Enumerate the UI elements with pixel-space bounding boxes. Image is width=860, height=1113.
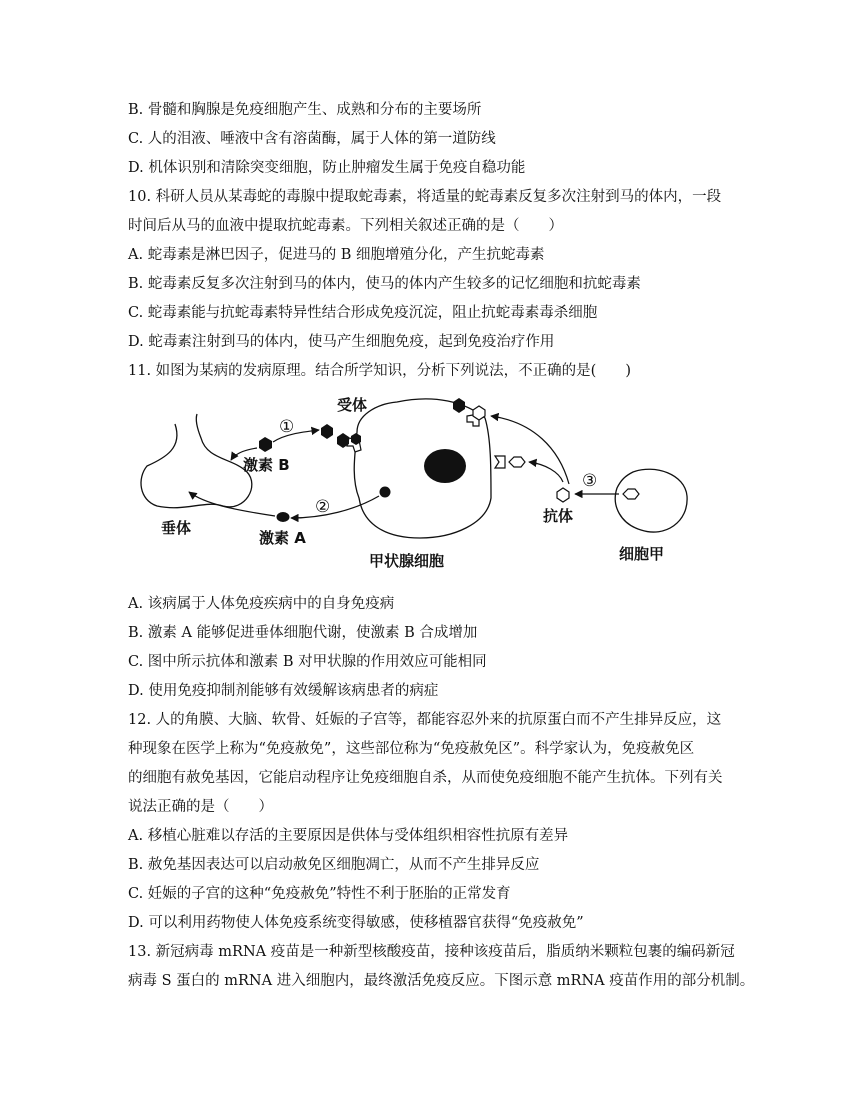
question-13-stem-2: 病毒 S 蛋白的 mRNA 进入细胞内，最终激活免疫反应。下图示意 mRNA 疫苗作用的部分机制。 (128, 973, 755, 989)
option-9b: B. 骨髓和胸腺是免疫细胞产生、成熟和分布的主要场所 (128, 102, 482, 118)
label-hormone-b: 激素 B (243, 456, 290, 474)
label-thyroid-cell: 甲状腺细胞 (369, 552, 445, 570)
hormone-b-hex-5 (453, 398, 465, 413)
label-pituitary: 垂体 (161, 519, 192, 537)
receptor-right (495, 456, 505, 468)
label-step-1: ① (279, 417, 295, 437)
question-12-stem-3: 的细胞有赦免基因，它能启动程序让免疫细胞自杀，从而使免疫细胞不能产生抗体。下列有关 (128, 770, 723, 786)
option-11a: A. 该病属于人体免疫疾病中的自身免疫病 (128, 596, 395, 612)
question-11-stem: 11. 如图为某病的发病原理。结合所学知识，分析下列说法，不正确的是( ) (128, 363, 631, 379)
option-10d: D. 蛇毒素注射到马的体内，使马产生细胞免疫，起到免疫治疗作用 (128, 334, 555, 350)
label-hormone-a: 激素 A (259, 529, 306, 547)
arrow-hormone-a-to-pituitary (189, 492, 275, 516)
question-10-stem-1: 10. 科研人员从某毒蛇的毒腺中提取蛇毒素，将适量的蛇毒素反复多次注射到马的体内，一段 (128, 189, 722, 205)
question-13-stem-1: 13. 新冠病毒 mRNA 疫苗是一种新型核酸疫苗，接种该疫苗后，脂质纳米颗粒包裹的编码新冠 (128, 944, 735, 960)
nucleus (424, 449, 466, 483)
option-12d: D. 可以利用药物使人体免疫系统变得敏感，使移植器官获得“免疫赦免” (128, 915, 584, 931)
hormone-b-hex-2 (321, 424, 333, 439)
cell-jia-outline (615, 469, 687, 532)
arrow-antibody-to-right (529, 462, 563, 482)
label-cell-jia: 细胞甲 (619, 545, 665, 563)
option-11d: D. 使用免疫抑制剂能够有效缓解该病患者的病症 (128, 683, 439, 699)
question-12-stem-2: 种现象在医学上称为“免疫赦免”，这些部位称为“免疫赦免区”。科学家认为，免疫赦免区 (128, 741, 695, 757)
thyroid-disease-diagram (135, 388, 695, 578)
option-10a: A. 蛇毒素是淋巴因子，促进马的 B 细胞增殖分化，产生抗蛇毒素 (128, 247, 545, 263)
hormone-b-hex-1 (259, 437, 272, 452)
question-12-stem-1: 12. 人的角膜、大脑、软骨、妊娠的子宫等，都能容忍外来的抗原蛋白而不产生排异反应，这 (128, 712, 722, 728)
label-step-3: ③ (582, 471, 598, 491)
arrow-2 (291, 496, 379, 518)
option-9d: D. 机体识别和清除突变细胞，防止肿瘤发生属于免疫自稳功能 (128, 160, 526, 176)
label-step-2: ② (315, 497, 331, 517)
option-10c: C. 蛇毒素能与抗蛇毒素特异性结合形成免疫沉淀，阻止抗蛇毒素毒杀细胞 (128, 305, 598, 321)
option-12a: A. 移植心脏难以存活的主要原因是供体与受体组织相容性抗原有差异 (128, 828, 569, 844)
option-9c: C. 人的泪液、唾液中含有溶菌酶，属于人体的第一道防线 (128, 131, 496, 147)
label-antibody: 抗体 (543, 507, 574, 525)
label-receptor: 受体 (337, 396, 368, 414)
question-12-stem-4: 说法正确的是（ ） (128, 799, 273, 815)
option-10b: B. 蛇毒素反复多次注射到马的体内，使马的体内产生较多的记忆细胞和抗蛇毒素 (128, 276, 641, 292)
antibody-bound-right (509, 457, 525, 467)
hormone-a-dot-2 (380, 487, 391, 498)
option-11c: C. 图中所示抗体和激素 B 对甲状腺的作用效应可能相同 (128, 654, 487, 670)
antibody-in-cell-jia (623, 489, 639, 499)
antibody-bound-top (473, 406, 485, 420)
option-11b: B. 激素 A 能够促进垂体细胞代谢，使激素 B 合成增加 (128, 625, 478, 641)
option-12c: C. 妊娠的子宫的这种“免疫赦免”特性不利于胚胎的正常发育 (128, 886, 511, 902)
antibody-free (557, 488, 569, 502)
question-10-stem-2: 时间后从马的血液中提取抗蛇毒素。下列相关叙述正确的是（ ） (128, 218, 563, 234)
pituitary-outline (141, 414, 252, 508)
option-12b: B. 赦免基因表达可以启动赦免区细胞凋亡，从而不产生排异反应 (128, 857, 540, 873)
hormone-a-dot-1 (277, 512, 290, 522)
